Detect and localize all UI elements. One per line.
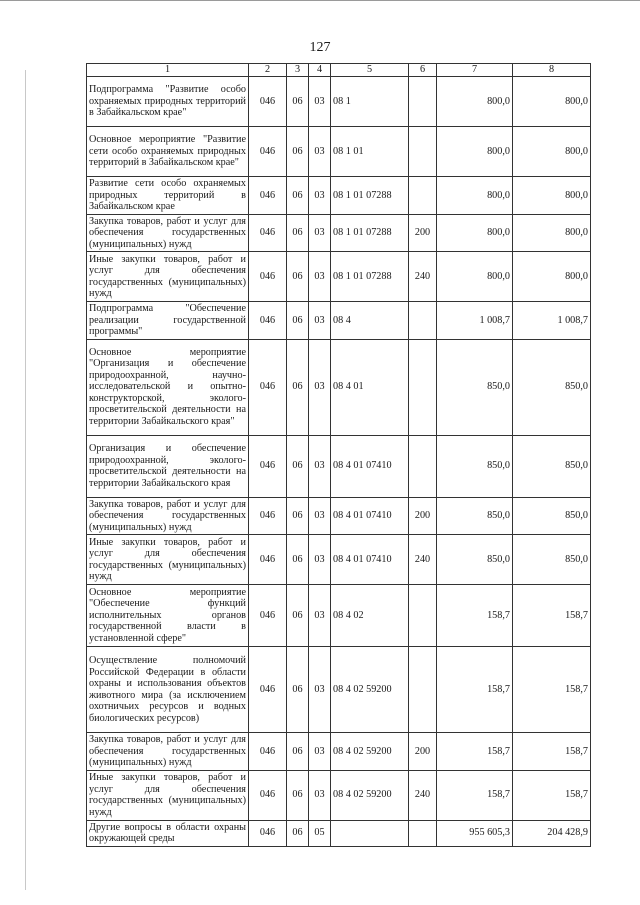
header-col-1: 1 <box>87 64 249 77</box>
table-row <box>87 177 591 215</box>
row-amount-1: 850,0 <box>437 435 513 497</box>
row-amount-1: 800,0 <box>437 214 513 252</box>
table-row <box>87 535 591 585</box>
table-row <box>87 339 591 435</box>
row-expense-type <box>409 647 437 733</box>
row-subsection: 03 <box>309 177 331 215</box>
row-subsection: 05 <box>309 820 331 846</box>
row-target-article: 08 4 01 07410 <box>331 435 409 497</box>
row-amount-1: 955 605,3 <box>437 820 513 846</box>
row-expense-type: 200 <box>409 497 437 535</box>
row-section: 06 <box>287 302 309 340</box>
row-section: 06 <box>287 77 309 127</box>
top-edge-rule <box>0 0 640 1</box>
row-section: 06 <box>287 127 309 177</box>
row-ministry-code: 046 <box>249 302 287 340</box>
row-name: Осуществление полномочий Российской Федерации в области охраны и использования объектов животного мира (за исключением охотничьих ресурсов и водных биологических ресурсов) <box>87 647 249 733</box>
row-expense-type <box>409 820 437 846</box>
row-ministry-code: 046 <box>249 177 287 215</box>
table-row <box>87 252 591 302</box>
row-target-article: 08 1 01 07288 <box>331 177 409 215</box>
row-amount-1: 800,0 <box>437 252 513 302</box>
row-expense-type: 240 <box>409 252 437 302</box>
row-target-article: 08 4 01 07410 <box>331 535 409 585</box>
row-ministry-code: 046 <box>249 497 287 535</box>
row-target-article: 08 1 01 07288 <box>331 252 409 302</box>
row-expense-type <box>409 177 437 215</box>
row-expense-type <box>409 339 437 435</box>
row-expense-type <box>409 585 437 647</box>
header-col-4: 4 <box>309 64 331 77</box>
row-subsection: 03 <box>309 77 331 127</box>
row-amount-1: 800,0 <box>437 177 513 215</box>
row-amount-1: 158,7 <box>437 733 513 771</box>
row-subsection: 03 <box>309 497 331 535</box>
row-amount-2: 800,0 <box>513 177 591 215</box>
header-col-7: 7 <box>437 64 513 77</box>
table-row <box>87 435 591 497</box>
table-row <box>87 302 591 340</box>
row-target-article: 08 4 01 07410 <box>331 497 409 535</box>
row-target-article: 08 4 <box>331 302 409 340</box>
row-amount-2: 158,7 <box>513 647 591 733</box>
row-name: Подпрограмма "Обеспечение реализации государственной программы" <box>87 302 249 340</box>
row-name: Подпрограмма "Развитие особо охраняемых природных территорий в Забайкальском крае" <box>87 77 249 127</box>
row-ministry-code: 046 <box>249 339 287 435</box>
table-row <box>87 214 591 252</box>
row-amount-2: 800,0 <box>513 127 591 177</box>
row-ministry-code: 046 <box>249 77 287 127</box>
row-name: Закупка товаров, работ и услуг для обеспечения государственных (муниципальных) нужд <box>87 497 249 535</box>
row-subsection: 03 <box>309 339 331 435</box>
header-col-5: 5 <box>331 64 409 77</box>
row-expense-type <box>409 77 437 127</box>
row-ministry-code: 046 <box>249 214 287 252</box>
row-amount-2: 158,7 <box>513 770 591 820</box>
row-expense-type: 200 <box>409 733 437 771</box>
row-subsection: 03 <box>309 302 331 340</box>
row-amount-2: 158,7 <box>513 733 591 771</box>
row-amount-2: 1 008,7 <box>513 302 591 340</box>
row-ministry-code: 046 <box>249 127 287 177</box>
row-section: 06 <box>287 177 309 215</box>
row-name: Иные закупки товаров, работ и услуг для обеспечения государственных (муниципальных) нужд <box>87 770 249 820</box>
row-amount-2: 800,0 <box>513 77 591 127</box>
row-name: Развитие сети особо охраняемых природных территорий в Забайкальском крае <box>87 177 249 215</box>
row-name: Иные закупки товаров, работ и услуг для обеспечения государственных (муниципальных) нужд <box>87 535 249 585</box>
row-name: Основное мероприятие "Организация и обеспечение природоохранной, научно-исследовательской и опытно-конструкторской, эколого-просветительской деятельности на территории Забайкальского края" <box>87 339 249 435</box>
row-section: 06 <box>287 339 309 435</box>
row-amount-1: 850,0 <box>437 535 513 585</box>
row-subsection: 03 <box>309 127 331 177</box>
row-amount-1: 158,7 <box>437 585 513 647</box>
row-expense-type <box>409 302 437 340</box>
row-name: Другие вопросы в области охраны окружающей среды <box>87 820 249 846</box>
row-target-article: 08 1 <box>331 77 409 127</box>
row-expense-type: 240 <box>409 770 437 820</box>
row-amount-2: 158,7 <box>513 585 591 647</box>
row-amount-2: 800,0 <box>513 252 591 302</box>
left-margin-rule <box>25 70 26 890</box>
row-amount-1: 800,0 <box>437 127 513 177</box>
row-expense-type <box>409 127 437 177</box>
row-ministry-code: 046 <box>249 585 287 647</box>
row-amount-1: 850,0 <box>437 339 513 435</box>
row-ministry-code: 046 <box>249 535 287 585</box>
row-target-article: 08 4 02 59200 <box>331 733 409 771</box>
row-section: 06 <box>287 820 309 846</box>
row-subsection: 03 <box>309 585 331 647</box>
row-expense-type <box>409 435 437 497</box>
row-expense-type: 200 <box>409 214 437 252</box>
header-col-6: 6 <box>409 64 437 77</box>
header-col-3: 3 <box>287 64 309 77</box>
row-section: 06 <box>287 770 309 820</box>
table-row <box>87 770 591 820</box>
table-row <box>87 585 591 647</box>
row-subsection: 03 <box>309 770 331 820</box>
row-ministry-code: 046 <box>249 647 287 733</box>
row-ministry-code: 046 <box>249 770 287 820</box>
row-ministry-code: 046 <box>249 820 287 846</box>
row-amount-1: 158,7 <box>437 770 513 820</box>
row-section: 06 <box>287 535 309 585</box>
row-amount-1: 158,7 <box>437 647 513 733</box>
table-row <box>87 733 591 771</box>
page-number: 127 <box>309 40 331 55</box>
table-row <box>87 127 591 177</box>
row-subsection: 03 <box>309 733 331 771</box>
row-target-article: 08 1 01 <box>331 127 409 177</box>
row-name: Закупка товаров, работ и услуг для обеспечения государственных (муниципальных) нужд <box>87 733 249 771</box>
row-subsection: 03 <box>309 647 331 733</box>
row-expense-type: 240 <box>409 535 437 585</box>
row-ministry-code: 046 <box>249 435 287 497</box>
row-name: Основное мероприятие "Обеспечение функций исполнительных органов государственной власти в установленной сфере" <box>87 585 249 647</box>
budget-table <box>86 63 591 847</box>
header-col-8: 8 <box>513 64 591 77</box>
row-target-article: 08 4 02 <box>331 585 409 647</box>
row-subsection: 03 <box>309 214 331 252</box>
row-ministry-code: 046 <box>249 733 287 771</box>
row-target-article: 08 1 01 07288 <box>331 214 409 252</box>
row-section: 06 <box>287 214 309 252</box>
row-amount-2: 800,0 <box>513 214 591 252</box>
row-subsection: 03 <box>309 435 331 497</box>
row-name: Основное мероприятие "Развитие сети особо охраняемых природных территорий в Забайкальском крае" <box>87 127 249 177</box>
row-section: 06 <box>287 585 309 647</box>
row-target-article <box>331 820 409 846</box>
header-col-2: 2 <box>249 64 287 77</box>
row-amount-2: 850,0 <box>513 535 591 585</box>
row-section: 06 <box>287 435 309 497</box>
header-row <box>87 64 591 77</box>
table-body <box>87 77 591 847</box>
row-section: 06 <box>287 647 309 733</box>
row-target-article: 08 4 02 59200 <box>331 770 409 820</box>
row-name: Организация и обеспечение природоохранной, эколого-просветительской деятельности на территории Забайкальского края <box>87 435 249 497</box>
table-row <box>87 497 591 535</box>
row-target-article: 08 4 01 <box>331 339 409 435</box>
row-amount-1: 800,0 <box>437 77 513 127</box>
row-section: 06 <box>287 252 309 302</box>
row-target-article: 08 4 02 59200 <box>331 647 409 733</box>
row-name: Иные закупки товаров, работ и услуг для обеспечения государственных (муниципальных) нужд <box>87 252 249 302</box>
row-subsection: 03 <box>309 252 331 302</box>
table-row <box>87 647 591 733</box>
row-section: 06 <box>287 733 309 771</box>
table-row <box>87 820 591 846</box>
table-row <box>87 77 591 127</box>
row-subsection: 03 <box>309 535 331 585</box>
row-amount-2: 850,0 <box>513 497 591 535</box>
row-amount-1: 850,0 <box>437 497 513 535</box>
row-amount-2: 850,0 <box>513 339 591 435</box>
row-amount-1: 1 008,7 <box>437 302 513 340</box>
row-name: Закупка товаров, работ и услуг для обеспечения государственных (муниципальных) нужд <box>87 214 249 252</box>
row-amount-2: 204 428,9 <box>513 820 591 846</box>
row-section: 06 <box>287 497 309 535</box>
row-amount-2: 850,0 <box>513 435 591 497</box>
row-ministry-code: 046 <box>249 252 287 302</box>
